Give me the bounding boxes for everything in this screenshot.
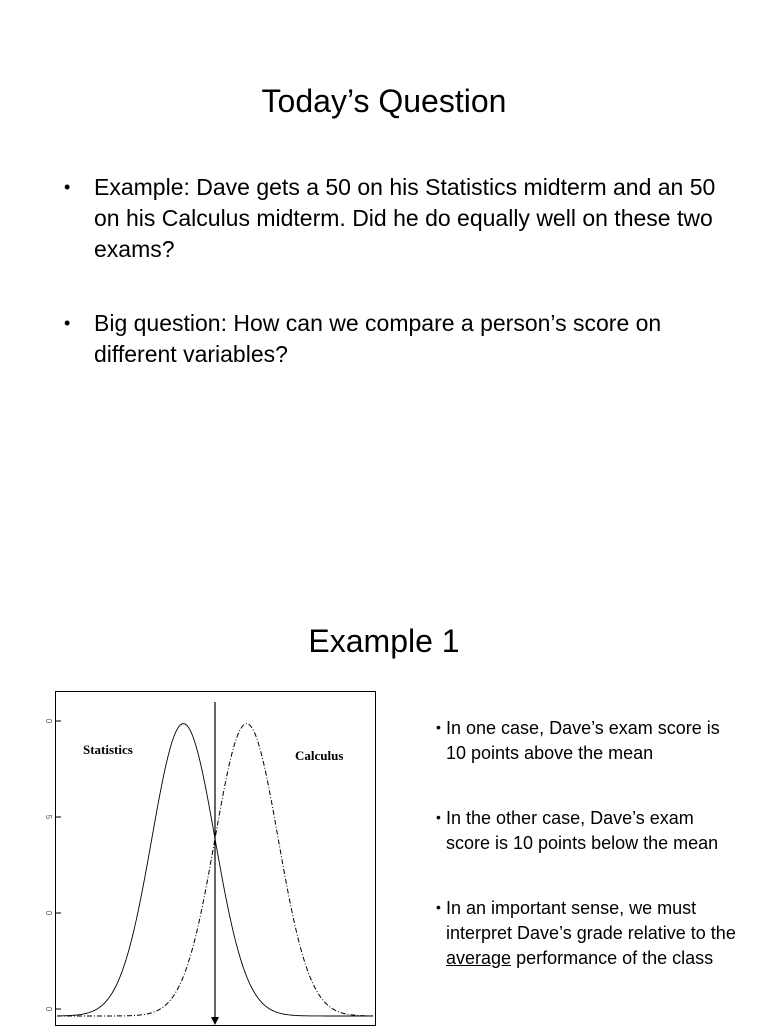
y-tick-label: 0: [44, 1006, 53, 1012]
bullet-item: [436, 716, 736, 766]
bullet-text: In one case, Dave’s exam score is 10 points above the mean: [446, 718, 720, 763]
y-tick-label: 5: [44, 814, 53, 820]
slide-1: [0, 0, 768, 512]
bullet-text-part: In an important sense, we must interpret Dave’s grade relative to the: [446, 898, 736, 943]
bullet-text: Example: Dave gets a 50 on his Statistics midterm and an 50 on his Calculus midterm. Did he do equally well on these two exams?: [94, 174, 716, 262]
slide-2: [0, 512, 768, 1024]
bullet-text-part: performance of the class: [511, 948, 714, 968]
bullet-marker: •: [436, 719, 441, 735]
statistics-curve-label: Statistics: [83, 742, 133, 757]
slide-title: Example 1: [308, 623, 460, 659]
bullet-marker: •: [64, 177, 71, 197]
bullet-item: [64, 308, 724, 370]
y-tick-label: 0: [44, 910, 53, 916]
slide-title: Today’s Question: [261, 83, 507, 119]
bullet-item: [64, 172, 724, 265]
bullet-item: [436, 896, 736, 971]
normal-distribution-chart: [44, 691, 377, 1027]
bullet-text: [446, 896, 736, 971]
bullet-marker: •: [64, 313, 71, 333]
underlined-word-average: average: [446, 948, 512, 968]
bullet-text: In the other case, Dave’s exam score is 10 points below the mean: [446, 808, 719, 853]
y-tick-label: 0: [44, 718, 53, 724]
bullet-item: [436, 806, 736, 856]
bullet-text: Big question: How can we compare a person’s score on different variables?: [94, 310, 662, 367]
bullet-marker: •: [436, 899, 441, 915]
calculus-curve-label: Calculus: [295, 748, 344, 763]
bullet-marker: •: [436, 809, 441, 825]
